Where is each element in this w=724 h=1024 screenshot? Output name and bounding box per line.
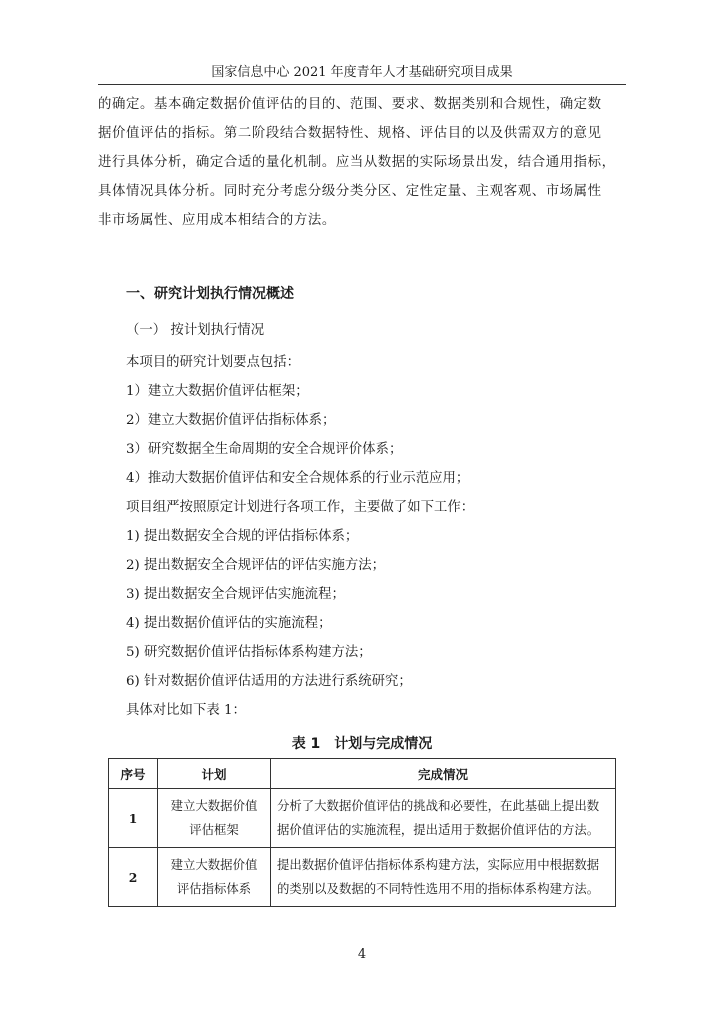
work-item: 3) 提出数据安全合规评估实施流程； xyxy=(126,587,345,602)
row-done xyxy=(271,848,616,907)
row-done-line: 分析了大数据价值评估的挑战和必要性，在此基础上提出数 xyxy=(277,798,600,813)
work-lead: 项目组严按照原定计划进行各项工作，主要做了如下工作： xyxy=(126,500,475,515)
plan-table xyxy=(108,758,616,907)
plan-point: 2）建立大数据价值评估指标体系； xyxy=(126,413,336,428)
work-item: 5) 研究数据价值评估指标体系构建方法； xyxy=(126,645,372,660)
section-heading: 一、研究计划执行情况概述 xyxy=(126,286,294,302)
work-item: 2) 提出数据安全合规评估的评估实施方法； xyxy=(126,558,386,573)
row-plan xyxy=(158,848,271,907)
work-item: 4) 提出数据价值评估的实施流程； xyxy=(126,616,332,631)
intro-line: 进行具体分析，确定合适的量化机制。应当从数据的实际场景出发，结合通用指标， xyxy=(98,155,616,170)
intro-line: 的确定。基本确定数据价值评估的目的、范围、要求、数据类别和合规性，确定数 xyxy=(98,97,602,112)
header-title: 国家信息中心 2021 年度青年人才基础研究项目成果 xyxy=(211,65,513,80)
table-header-row xyxy=(109,759,616,789)
intro-paragraph xyxy=(98,90,628,235)
plan-lead: 本项目的研究计划要点包括： xyxy=(126,355,301,370)
header-done: 完成情况 xyxy=(271,759,616,789)
compare-lead: 具体对比如下表 1： xyxy=(126,703,246,718)
row-plan-line: 评估指标体系 xyxy=(176,881,252,896)
row-plan-line: 建立大数据价值 xyxy=(170,857,258,872)
plan-point: 3）研究数据全生命周期的安全合规评价体系； xyxy=(126,442,403,457)
row-done xyxy=(271,789,616,848)
section-subheading: （一） 按计划执行情况 xyxy=(126,323,265,338)
table-row xyxy=(109,789,616,848)
intro-line: 据价值评估的指标。第二阶段结合数据特性、规格、评估目的以及供需双方的意见 xyxy=(98,126,602,141)
row-done-line: 据价值评估的实施流程，提出适用于数据价值评估的方法。 xyxy=(277,822,600,837)
row-no: 1 xyxy=(109,789,158,848)
row-no: 2 xyxy=(109,848,158,907)
plan-point: 1）建立大数据价值评估框架； xyxy=(126,384,309,399)
header-plan: 计划 xyxy=(158,759,271,789)
work-item: 6) 针对数据价值评估适用的方法进行系统研究； xyxy=(126,674,412,689)
work-item: 1) 提出数据安全合规的评估指标体系； xyxy=(126,529,359,544)
plan-point: 4）推动大数据价值评估和安全合规体系的行业示范应用； xyxy=(126,471,470,486)
row-done-line: 的类别以及数据的不同特性选用不用的指标体系构建方法。 xyxy=(277,881,600,896)
intro-line: 具体情况具体分析。同时充分考虑分级分类分区、定性定量、主观客观、市场属性 xyxy=(98,184,602,199)
row-plan-line: 建立大数据价值 xyxy=(170,798,258,813)
page-number: 4 xyxy=(357,947,367,962)
header-no: 序号 xyxy=(109,759,158,789)
table-row xyxy=(109,848,616,907)
table-caption: 表 1 计划与完成情况 xyxy=(291,736,433,752)
row-done-line: 提出数据价值评估指标体系构建方法，实际应用中根据数据 xyxy=(277,857,600,872)
row-plan xyxy=(158,789,271,848)
intro-line: 非市场属性、应用成本相结合的方法。 xyxy=(98,213,336,228)
page-header xyxy=(98,62,626,85)
row-plan-line: 评估框架 xyxy=(189,822,239,837)
